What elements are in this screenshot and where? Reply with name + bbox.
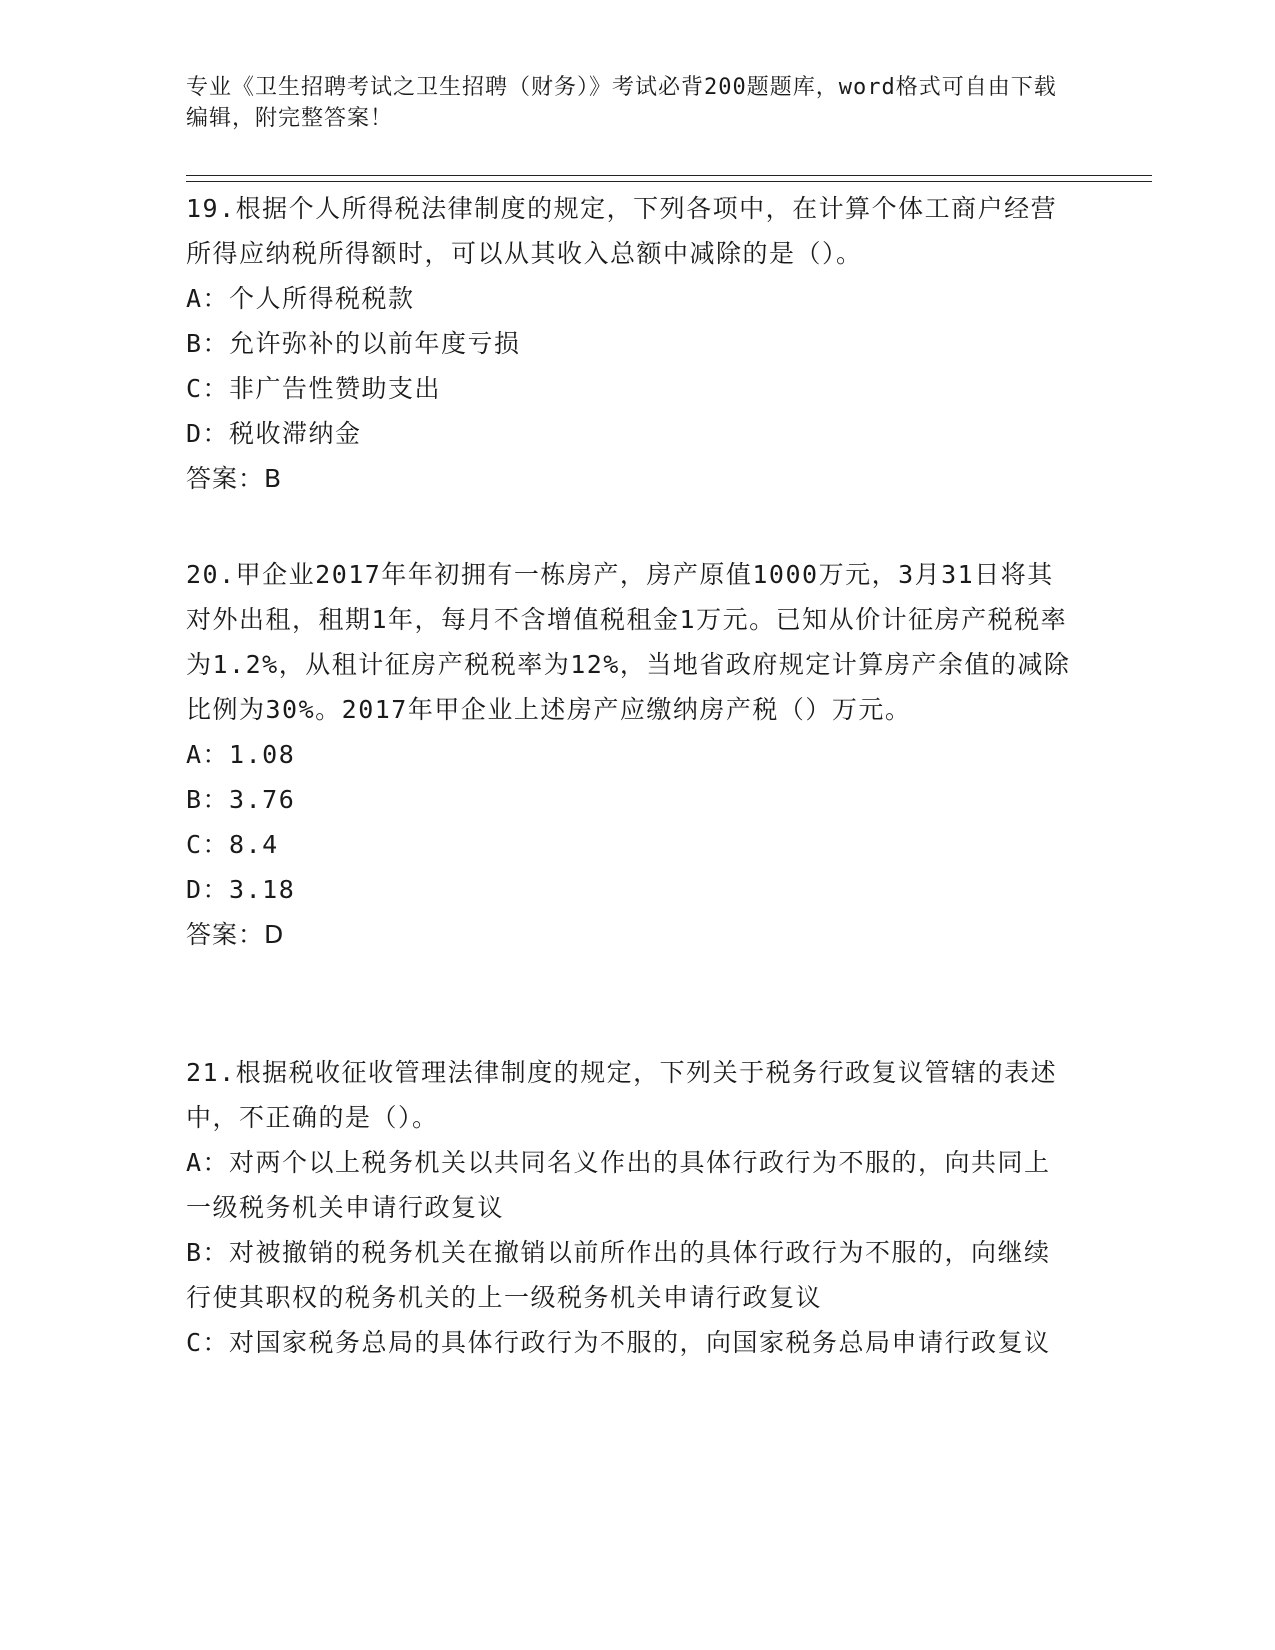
option-a: A：1.08 [186,740,296,769]
question-text: 19.根据个人所得税法律制度的规定，下列各项中，在计算个体工商户经营所得应纳税所得额时，可以从其收入总额中减除的是（）。 [186,194,1058,268]
option-c: C：非广告性赞助支出 [186,374,442,403]
option-b: B：允许弥补的以前年度亏损 [186,329,521,358]
option-b: B：对被撤销的税务机关在撤销以前所作出的具体行政行为不服的，向继续行使其职权的税务机关的上一级税务机关申请行政复议 [186,1238,1051,1312]
option-d: D：税收滞纳金 [186,419,362,448]
option-c: C：对国家税务总局的具体行政行为不服的，向国家税务总局申请行政复议 [186,1328,1051,1357]
header-divider-top [186,175,1152,176]
question-text: 21.根据税收征收管理法律制度的规定，下列关于税务行政复议管辖的表述中，不正确的是（）。 [186,1058,1058,1132]
question-21 [186,1050,1076,1365]
question-text: 20.甲企业2017年年初拥有一栋房产，房产原值1000万元，3月31日将其对外出租，租期1年，每月不含增值税租金1万元。已知从价计征房产税税率为1.2%，从租计征房产税税率为12%，当地省政府规定计算房产余值的减除比例为30%。2017年甲企业上述房产应缴纳房产税（）万元。 [186,560,1071,724]
answer-line: 答案：B [186,464,283,493]
option-c: C：8.4 [186,830,279,859]
option-a: A：个人所得税税款 [186,284,415,313]
option-a: A：对两个以上税务机关以共同名义作出的具体行政行为不服的，向共同上一级税务机关申请行政复议 [186,1148,1051,1222]
question-20 [186,552,1076,957]
option-d: D：3.18 [186,875,296,904]
answer-line: 答案：D [186,920,285,949]
document-header: 专业《卫生招聘考试之卫生招聘（财务）》考试必背200题题库，word格式可自由下载编辑，附完整答案！ [186,75,1057,131]
option-b: B：3.76 [186,785,296,814]
question-19 [186,186,1076,501]
header-divider-bottom [186,181,1152,182]
